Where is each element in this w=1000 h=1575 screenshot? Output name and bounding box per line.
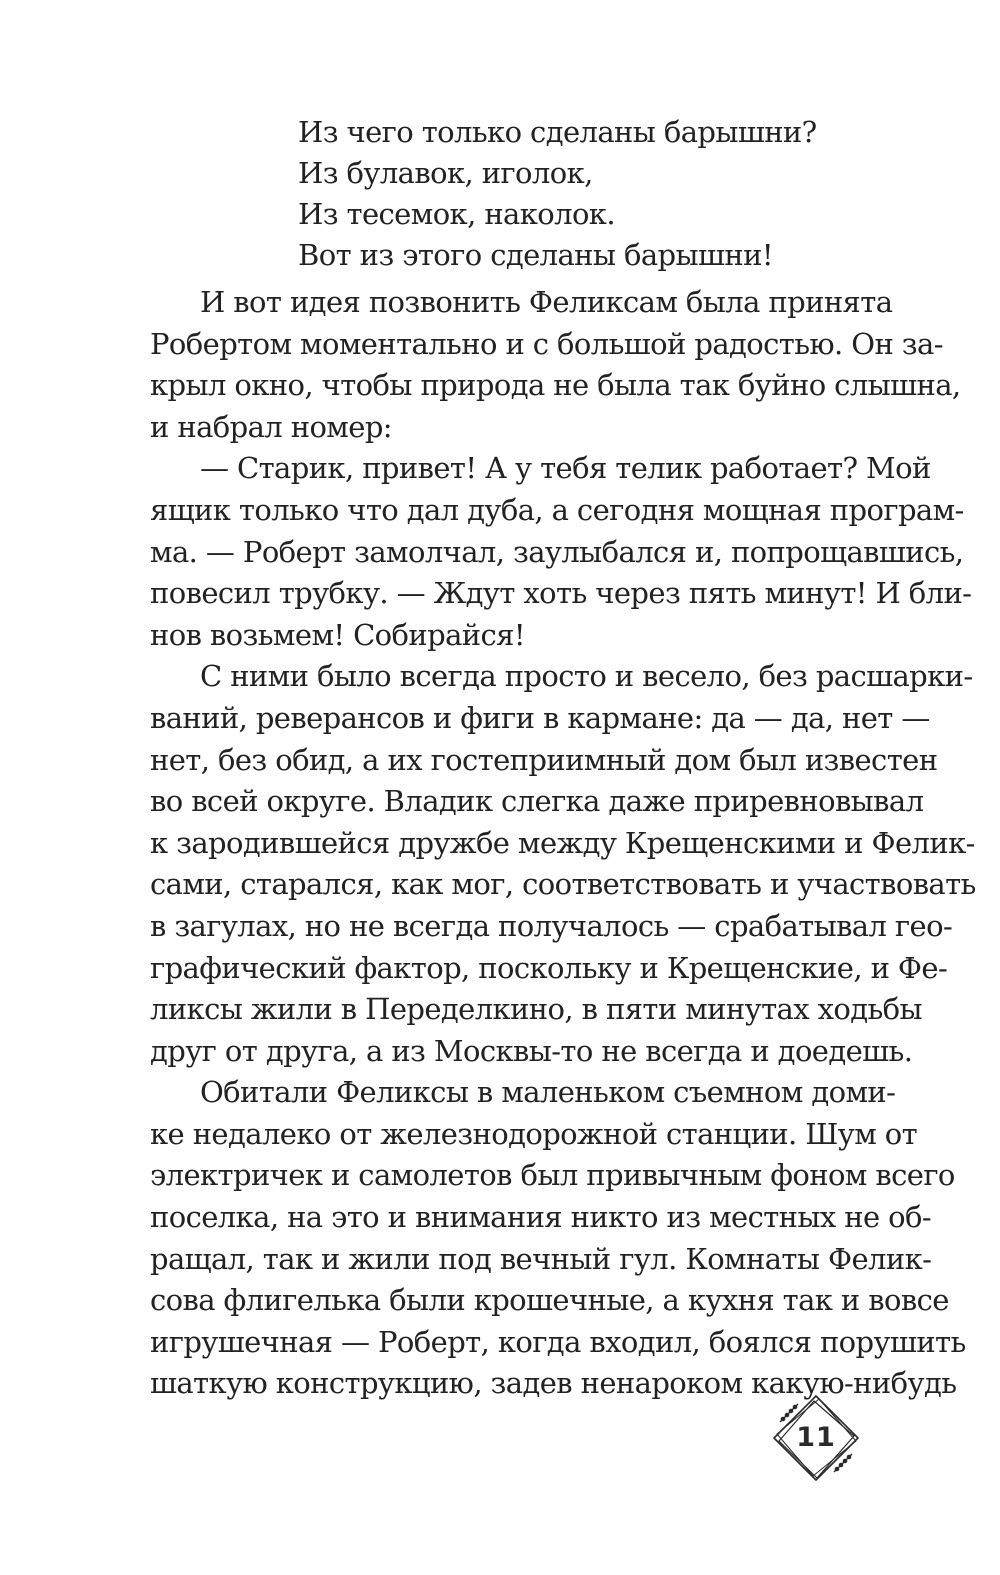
poem-stanza <box>298 112 817 276</box>
text-line: в загулах, но не всегда получалось — срабатывал гео- <box>150 908 953 943</box>
text-line: И вот идея позвонить Феликсам была принята <box>200 285 893 319</box>
text-line: ящик только что дал дуба, а сегодня мощная програм- <box>150 492 964 527</box>
text-line: Робертом моментально и с большой радостью. Он за- <box>150 326 943 361</box>
text-line: к зародившейся дружбе между Крещенскими и Фелик- <box>150 825 975 860</box>
text-line: графический фактор, поскольку и Крещенские, и Фе- <box>150 950 948 985</box>
text-line: — Старик, привет! А у тебя телик работает? Мой <box>200 451 931 486</box>
text-line: и набрал номер: <box>150 409 392 444</box>
text-line: игрушечная — Роберт, когда входил, боялся порушить <box>150 1324 966 1359</box>
text-line: нов возьмем! Собирайся! <box>150 617 525 652</box>
text-line: ваний, реверансов и фиги в кармане: да — да, нет — <box>150 700 930 735</box>
text-line: С ними было всегда просто и весело, без расшарки- <box>200 659 973 694</box>
text-line: ке недалеко от железнодорожной станции. Шум от <box>150 1116 918 1151</box>
poem-line: Из чего только сделаны барышни? <box>298 115 817 149</box>
page-number-badge <box>770 1392 862 1484</box>
text-line: поселка, на это и внимания никто из местных не об- <box>150 1200 932 1235</box>
text-line: сами, старался, как мог, соответствовать и участвовать <box>150 867 976 902</box>
text-line: ращал, так и жили под вечный гул. Комнаты Фелик- <box>150 1241 932 1276</box>
text-line: повесил трубку. — Ждут хоть через пять минут! И бли- <box>150 576 972 611</box>
text-line: нет, без обид, а их гостеприимный дом был известен <box>150 742 938 777</box>
text-line: ма. — Роберт замолчал, заулыбался и, попрощавшись, <box>150 534 964 569</box>
text-line: Обитали Феликсы в маленьком съемном доми- <box>200 1075 896 1110</box>
poem-line: Вот из этого сделаны барышни! <box>298 238 773 272</box>
text-line: крыл окно, чтобы природа не была так буйно слышна, <box>150 368 961 403</box>
text-line: ликсы жили в Переделкино, в пяти минутах ходьбы <box>150 992 922 1027</box>
body-text <box>150 282 976 1405</box>
poem-line: Из тесемок, наколок. <box>298 197 615 231</box>
text-line: сова флигелька были крошечные, а кухня так и вовсе <box>150 1283 949 1318</box>
page-number: 11 <box>796 1422 836 1453</box>
poem-line: Из булавок, иголок, <box>298 156 593 190</box>
text-line: во всей округе. Владик слегка даже приревновывал <box>150 784 924 819</box>
text-line: шаткую конструкцию, задев ненароком какую-нибудь <box>150 1366 957 1401</box>
text-line: друг от друга, а из Москвы-то не всегда и доедешь. <box>150 1033 913 1068</box>
text-line: электричек и самолетов был привычным фоном всего <box>150 1158 955 1193</box>
